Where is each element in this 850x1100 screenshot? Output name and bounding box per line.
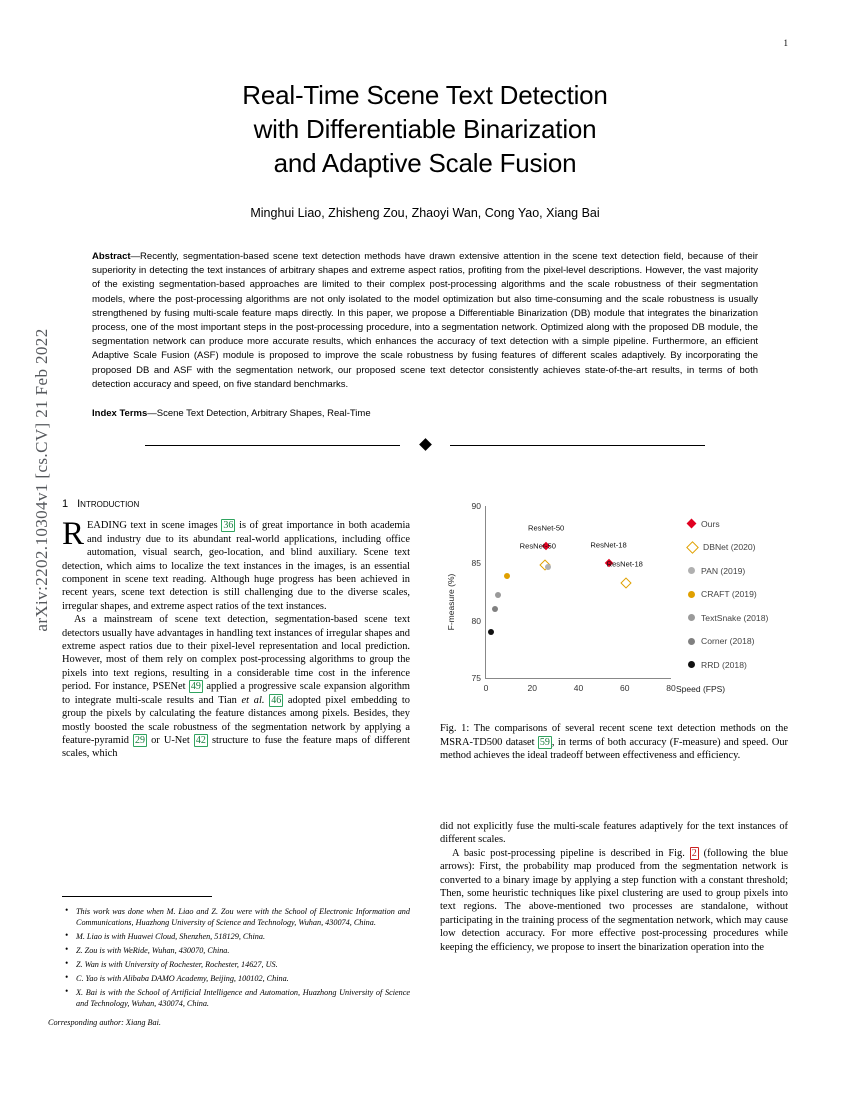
legend-marker-circle-icon	[688, 661, 695, 668]
figure-caption-text: The comparisons of several recent scene text detection methods on the MSRA-TD500 dataset 59 , in terms of both accuracy (F-measure) and speed. Our method achieves the ideal tradeoff between effectiveness and efficiency.	[440, 723, 788, 762]
paragraph-intro-2: As a mainstream of scene text detection, segmentation-based scene text detectors usually have advantages in handling text instances of irregular shapes and extreme aspect ratios due to their pixel-level representation and local prediction. However, most of them rely on complex post-processing algorithms to group the pixels into text regions, resulting in a considerable time cost in the inference period. For instance, PSENet 49 applied a progressive scale expansion algorithm to integrate multi-scale results and Tian et al. 46 adopted pixel embedding to group the pixels by calculating the feature distances among pixels. Besides, they mostly boosted the scale robustness of the segmentation network by applying a feature-pyramid 29 or U-Net 42 structure to fuse the feature maps of different scales, which	[62, 614, 411, 760]
citation-29[interactable]: 29	[135, 734, 146, 746]
drop-cap: R	[62, 516, 85, 553]
legend-label: RRD (2018)	[701, 659, 747, 670]
x-tick-80: 80	[666, 683, 676, 693]
section-heading	[62, 498, 410, 511]
paragraph-right-2: A basic post-processing pipeline is described in Fig. 2 (following the blue arrows): First, the probability map produced from the segmentation network is converted to a binary image by applying a step function with a constant threshold; Then, some heuristic techniques like pixel clustering are used to group pixels into text regions. The above-mentioned two processes are standalone, without participating in the training process of the segmentation network, which may cause low detection accuracy. For more effective post-processing procedures while keeping the efficiency, we propose to insert the binarization operation into the	[440, 847, 788, 953]
section-title: Introduction	[77, 498, 140, 510]
legend-label: Corner (2018)	[701, 636, 755, 647]
footnotes	[48, 906, 410, 1028]
legend-item-craft	[688, 583, 788, 607]
index-terms	[92, 408, 758, 419]
section-divider	[145, 439, 705, 451]
legend-item-textsnake	[688, 606, 788, 630]
column-right	[440, 820, 788, 954]
y-tick-85: 85	[471, 558, 481, 569]
paragraph-intro-1	[62, 516, 410, 613]
data-point-dbnet-resnet18	[620, 577, 631, 588]
footnote-list	[62, 906, 410, 1010]
list-item: • X. Bai is with the School of Artificial Intelligence and Automation, Huazhong University of Science and Technology, Wuhan, 430074, China.	[76, 987, 410, 1010]
index-terms-dash: —	[147, 408, 157, 420]
figure-caption-label: Fig. 1:	[440, 723, 474, 734]
y-tick-90: 90	[471, 501, 481, 511]
data-label-dbnet-resnet50: ResNet-50	[519, 541, 556, 551]
index-terms-text: Scene Text Detection, Arbitrary Shapes, Real-Time	[156, 408, 371, 420]
legend-marker-diamond-icon	[687, 519, 697, 529]
figure-1	[440, 498, 788, 763]
legend-item-ours	[688, 512, 788, 536]
legend-label: TextSnake (2018)	[701, 612, 769, 623]
column-left	[48, 498, 411, 1027]
divider-diamond-icon	[419, 438, 432, 451]
x-tick-20: 20	[527, 683, 537, 693]
legend-item-corner	[688, 630, 788, 654]
paragraph-right-1: did not explicitly fuse the multi-scale features adaptively for the text instances of different scales.	[440, 821, 788, 846]
body-columns	[48, 498, 788, 1058]
abstract-dash: —	[130, 251, 141, 262]
data-point-textsnake	[495, 592, 501, 598]
page-title	[62, 78, 788, 180]
figure-reference-2[interactable]: 2	[691, 847, 697, 859]
paragraph-intro-1-text: text in scene images 36 is of great importance in both academia and industry due to its abundant real-world applications, including office automation, visual search, geo-location, and blind auxiliary. Scene text detection, which aims to localize the text instances in the images, is an essential component in scene text reading. Although huge progress has been achieved in recent years, scene text detection is still challenging due to the diverse scales, irregular shapes, and extreme aspect ratios of the text instances.	[62, 520, 410, 612]
list-item: • This work was done when M. Liao and Z. Zou were with the School of Electronic Information and Communications, Huazhong University of Science and Technology, Wuhan, 430074, China.	[76, 906, 410, 929]
chart-legend	[688, 512, 788, 677]
paper-header	[62, 60, 788, 451]
list-item: • C. Yao is with Alibaba DAMO Academy, Beijing, 100102, China.	[76, 973, 410, 984]
y-tick-80: 80	[471, 615, 481, 626]
divider-line-left	[145, 445, 400, 446]
list-item: • Z. Zou is with WeRide, Wuhan, 430070, China.	[76, 945, 410, 956]
data-point-pan	[545, 564, 551, 570]
corresponding-author-note: Corresponding author: Xiang Bai.	[48, 1017, 161, 1027]
legend-marker-circle-icon	[688, 591, 695, 598]
legend-label: CRAFT (2019)	[701, 589, 757, 600]
list-item: • M. Liao is with Huawei Cloud, Shenzhen, 518129, China.	[76, 931, 410, 942]
data-point-craft	[504, 573, 510, 579]
x-tick-60: 60	[620, 683, 630, 693]
legend-marker-diamond-hollow-icon	[686, 541, 699, 554]
author-list: Minghui Liao, Zhisheng Zou, Zhaoyi Wan, Cong Yao, Xiang Bai	[250, 206, 600, 220]
legend-item-dbnet	[688, 536, 788, 560]
y-tick-75: 75	[471, 673, 481, 683]
abstract	[92, 250, 758, 392]
index-terms-label: Index Terms	[92, 408, 148, 420]
figure-caption	[440, 722, 788, 763]
citation-59[interactable]: 59	[539, 736, 550, 748]
legend-marker-circle-icon	[688, 638, 695, 645]
paragraph-lead-in: EADING	[87, 520, 127, 532]
legend-label: Ours	[701, 518, 720, 529]
title-line-3: and Adaptive Scale Fusion	[273, 148, 577, 178]
list-item: • Z. Wan is with University of Rochester, Rochester, 14627, US.	[76, 959, 410, 970]
x-axis-label: Speed (FPS)	[676, 684, 726, 694]
citation-36[interactable]: 36	[223, 520, 234, 532]
legend-label: DBNet (2020)	[703, 542, 756, 553]
page-number: 1	[783, 38, 788, 48]
footnote-rule	[62, 896, 212, 897]
scatter-chart	[440, 498, 788, 706]
citation-42[interactable]: 42	[195, 734, 206, 746]
data-label-dbnet-resnet18: ResNet-18	[606, 559, 643, 569]
data-label-ours-resnet50: ResNet-50	[527, 523, 565, 532]
legend-marker-circle-icon	[688, 614, 695, 621]
legend-item-rrd	[688, 653, 788, 677]
abstract-label: Abstract	[92, 251, 131, 262]
legend-item-pan	[688, 559, 788, 583]
data-point-corner	[492, 606, 498, 612]
section-number: 1	[62, 498, 69, 510]
divider-line-right	[450, 445, 705, 446]
title-line-2: with Differentiable Binarization	[253, 114, 597, 144]
legend-marker-circle-icon	[688, 567, 695, 574]
y-axis-label: F-measure (%)	[446, 573, 456, 631]
x-tick-0: 0	[483, 683, 489, 693]
legend-label: PAN (2019)	[701, 565, 746, 576]
arxiv-stamp: arXiv:2202.10304v1 [cs.CV] 21 Feb 2022	[32, 328, 51, 632]
abstract-text: Recently, segmentation-based scene text detection methods have drawn extensive attention in the scene text detection field, because of their superiority in detecting the text instances of arbitrary shapes and extreme aspect ratios, profiting from the pixel-level descriptions. However, the vast majority of the existing segmentation-based approaches are limited to their complex post-processing algorithms and the scale robustness of their segmentation models, where the post-processing algorithms are not only isolated to the model optimization but also time-consuming and the scale robustness is usually strengthened by fusing multi-scale feature maps directly. In this paper, we propose a Differentiable Binarization (DB) module that integrates the binarization process, one of the most important steps in the post-processing procedure, into a segmentation network. Optimized along with the proposed DB module, the segmentation network can produce more accurate results, which enhances the accuracy of text detection with a simple pipeline. Furthermore, an efficient Adaptive Scale Fusion (ASF) module is proposed to improve the scale robustness by fusing features of different scales adaptively. By incorporating the proposed DB and ASF with the segmentation network, our proposed scene text detector consistently achieves state-of-the-art results, in terms of both detection accuracy and speed, on five standard benchmarks.	[92, 251, 758, 390]
chart-plot-area	[471, 501, 676, 693]
x-tick-40: 40	[573, 683, 584, 693]
title-line-1: Real-Time Scene Text Detection	[242, 80, 608, 110]
data-point-rrd	[488, 629, 494, 635]
citation-46[interactable]: 46	[271, 694, 282, 706]
citation-49[interactable]: 49	[190, 681, 201, 693]
data-label-ours-resnet18: ResNet-18	[590, 540, 627, 550]
